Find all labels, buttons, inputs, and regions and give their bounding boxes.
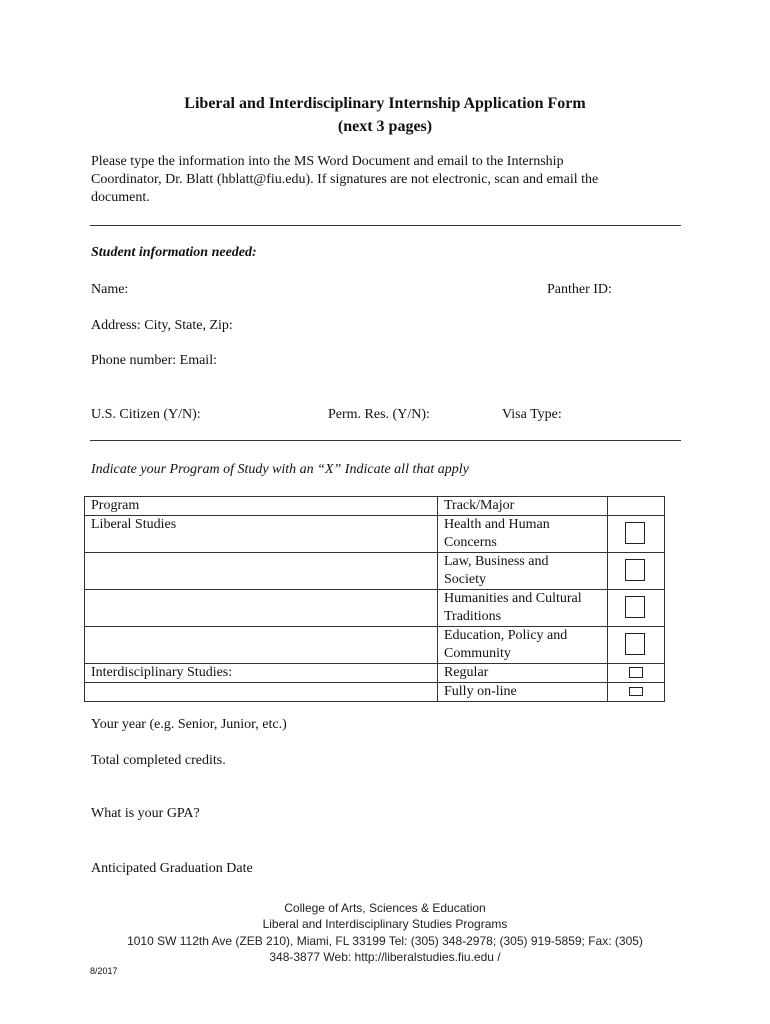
track-label: Concerns <box>444 535 497 550</box>
footer-contact: 348-3877 Web: http://liberalstudies.fiu.edu / <box>269 950 501 964</box>
citizen-field-label: U.S. Citizen (Y/N): <box>91 407 201 422</box>
table-row <box>85 553 665 590</box>
program-cell: Liberal Studies <box>85 516 438 553</box>
footer-program: Liberal and Interdisciplinary Studies Programs <box>262 917 508 931</box>
table-row <box>85 627 665 664</box>
track-label: Regular <box>444 665 489 680</box>
graduation-question: Anticipated Graduation Date <box>91 861 253 876</box>
student-info-heading: Student information needed: <box>91 245 257 260</box>
form-title: Liberal and Interdisciplinary Internship Application Form <box>184 95 586 112</box>
checkbox[interactable] <box>625 559 645 581</box>
checkbox[interactable] <box>625 633 645 655</box>
visa-type-field-label: Visa Type: <box>502 407 562 422</box>
credits-question: Total completed credits. <box>91 753 226 768</box>
track-cell <box>438 664 608 683</box>
name-field-label: Name: <box>91 282 129 297</box>
footer-date: 8/2017 <box>90 966 118 976</box>
gpa-question: What is your GPA? <box>91 806 200 821</box>
track-label: Society <box>444 572 486 587</box>
program-cell <box>85 590 438 627</box>
table-row <box>85 590 665 627</box>
track-label: Humanities and Cultural <box>444 591 582 606</box>
checkbox[interactable] <box>629 667 643 678</box>
program-cell <box>85 553 438 590</box>
mark-cell <box>608 683 665 702</box>
program-instruction: Indicate your Program of Study with an “X” Indicate all that apply <box>91 462 469 477</box>
program-column-header: Program <box>85 497 438 516</box>
table-row <box>85 664 665 683</box>
track-cell <box>438 516 608 553</box>
program-cell: Interdisciplinary Studies: <box>85 664 438 683</box>
intro-paragraph <box>91 153 671 207</box>
track-cell <box>438 683 608 702</box>
track-label: Fully on-line <box>444 684 517 699</box>
track-cell <box>438 553 608 590</box>
footer-address: 1010 SW 112th Ave (ZEB 210), Miami, FL 33199 Tel: (305) 348-2978; (305) 919-5859; Fax: (305) <box>127 934 643 948</box>
year-question: Your year (e.g. Senior, Junior, etc.) <box>91 717 287 732</box>
checkbox[interactable] <box>625 522 645 544</box>
panther-id-field-label: Panther ID: <box>547 282 612 297</box>
track-label: Community <box>444 646 511 661</box>
mark-cell <box>608 664 665 683</box>
checkbox[interactable] <box>629 687 643 696</box>
track-label: Law, Business and <box>444 554 549 569</box>
intro-line: Coordinator, Dr. Blatt (hblatt@fiu.edu). If signatures are not electronic, scan and email the <box>91 172 599 187</box>
track-cell <box>438 590 608 627</box>
mark-column-header <box>608 497 665 516</box>
footer-college: College of Arts, Sciences & Education <box>284 901 486 915</box>
table-row <box>85 516 665 553</box>
mark-cell <box>608 627 665 664</box>
divider <box>90 440 681 441</box>
form-subtitle: (next 3 pages) <box>337 118 433 135</box>
divider <box>90 225 681 226</box>
program-cell <box>85 627 438 664</box>
phone-email-field-label: Phone number: Email: <box>91 353 217 368</box>
track-label: Traditions <box>444 609 502 624</box>
track-label: Education, Policy and <box>444 628 568 643</box>
mark-cell <box>608 516 665 553</box>
program-cell <box>85 683 438 702</box>
track-cell <box>438 627 608 664</box>
mark-cell <box>608 590 665 627</box>
checkbox[interactable] <box>625 596 645 618</box>
intro-line: document. <box>91 190 150 205</box>
table-header-row <box>85 497 665 516</box>
address-field-label: Address: City, State, Zip: <box>91 318 233 333</box>
program-table <box>84 496 665 702</box>
mark-cell <box>608 553 665 590</box>
intro-line: Please type the information into the MS Word Document and email to the Internship <box>91 154 564 169</box>
track-label: Health and Human <box>444 517 550 532</box>
table-row <box>85 683 665 702</box>
track-column-header: Track/Major <box>438 497 608 516</box>
perm-res-field-label: Perm. Res. (Y/N): <box>328 407 430 422</box>
